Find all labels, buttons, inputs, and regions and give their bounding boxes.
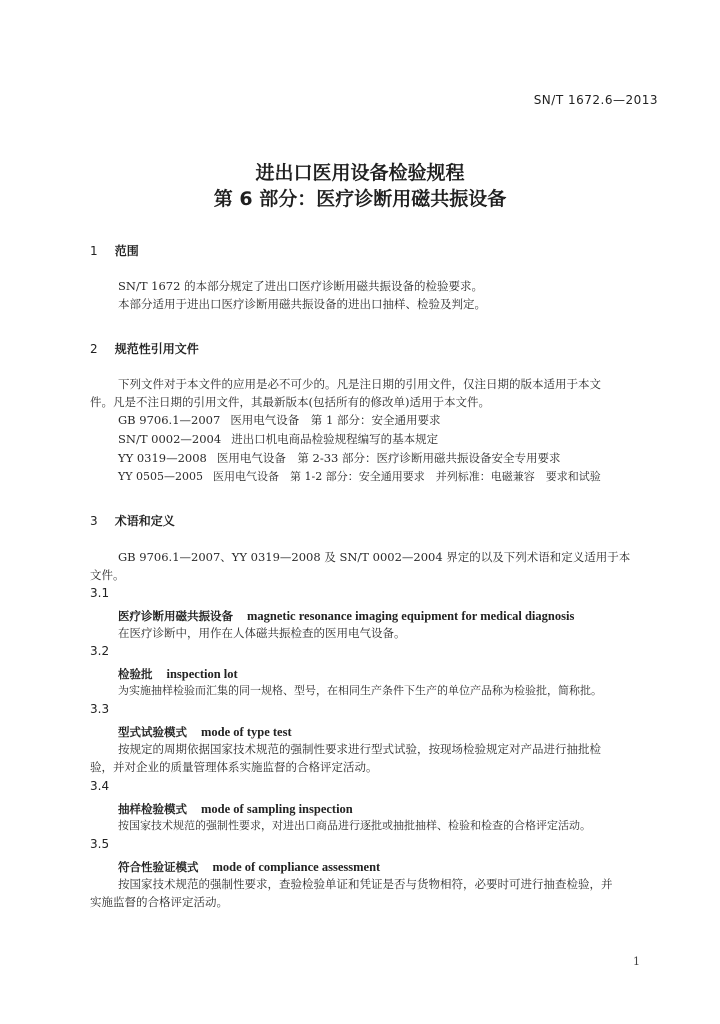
term-heading xyxy=(118,663,238,682)
section-heading-terms xyxy=(90,510,175,529)
reference-item xyxy=(118,449,561,467)
term-heading xyxy=(118,721,292,740)
term-chinese: 型式试验模式 xyxy=(118,725,187,739)
term-definition: 按国家技术规范的强制性要求，对进出口商品进行逐批或抽批抽样、检验和检查的合格评定活动。 xyxy=(118,819,591,832)
term-chinese: 符合性验证模式 xyxy=(118,860,199,874)
reference-code: SN/T 0002—2004 xyxy=(118,432,222,446)
scope-paragraph-2: 本部分适用于进出口医疗诊断用磁共振设备的进出口抽样、检验及判定。 xyxy=(118,297,486,311)
term-english: mode of sampling inspection xyxy=(201,802,353,816)
reference-item xyxy=(118,430,438,448)
reference-title: 进出口机电商品检验规程编写的基本规定 xyxy=(231,432,439,446)
term-heading xyxy=(118,798,353,817)
term-number: 3.1 xyxy=(90,586,110,600)
reference-title: 医用电气设备 第 2-33 部分：医疗诊断用磁共振设备安全专用要求 xyxy=(216,451,561,465)
term-definition: 按规定的周期依据国家技术规范的强制性要求进行型式试验，按现场检验规定对产品进行抽批检 xyxy=(118,742,601,756)
term-heading xyxy=(118,856,380,875)
terms-intro-line1: GB 9706.1—2007、YY 0319—2008 及 SN/T 0002—2004 界定的以及下列术语和定义适用于本 xyxy=(118,550,631,564)
section-heading-refs xyxy=(90,338,199,357)
term-chinese: 医疗诊断用磁共振设备 xyxy=(118,609,233,623)
term-number: 3.3 xyxy=(90,702,110,716)
term-chinese: 检验批 xyxy=(118,667,153,681)
term-number: 3.5 xyxy=(90,837,110,851)
section-number: 3 xyxy=(90,514,98,528)
section-number: 2 xyxy=(90,342,98,356)
term-definition-cont: 验，并对企业的质量管理体系实施监督的合格评定活动。 xyxy=(90,760,378,774)
section-number: 1 xyxy=(90,244,98,258)
reference-item xyxy=(118,468,601,486)
section-title: 规范性引用文件 xyxy=(114,342,199,356)
section-title: 范围 xyxy=(114,244,139,258)
term-english: mode of compliance assessment xyxy=(212,860,381,874)
term-chinese: 抽样检验模式 xyxy=(118,802,187,816)
reference-title: 医用电气设备 第 1-2 部分：安全通用要求 并列标准：电磁兼容 要求和试验 xyxy=(213,470,601,483)
term-definition: 为实施抽样检验而汇集的同一规格、型号，在相同生产条件下生产的单位产品称为检验批，简称批。 xyxy=(118,684,602,697)
reference-item xyxy=(118,411,440,429)
reference-code: YY 0505—2005 xyxy=(118,470,204,483)
term-heading xyxy=(118,605,574,624)
term-definition: 按国家技术规范的强制性要求，查验检验单证和凭证是否与货物相符，必要时可进行抽查检验，并 xyxy=(118,877,613,891)
reference-code: YY 0319—2008 xyxy=(118,451,207,465)
refs-intro-line1: 下列文件对于本文件的应用是必不可少的。凡是注日期的引用文件，仅注日期的版本适用于本文 xyxy=(118,377,601,391)
page-number: 1 xyxy=(633,955,640,968)
section-title: 术语和定义 xyxy=(114,514,175,528)
section-heading-scope xyxy=(90,240,139,259)
term-english: inspection lot xyxy=(166,667,238,681)
terms-intro-line2: 文件。 xyxy=(90,568,125,582)
term-english: mode of type test xyxy=(201,725,292,739)
refs-intro-line2: 件。凡是不注日期的引用文件，其最新版本(包括所有的修改单)适用于本文件。 xyxy=(90,395,490,409)
term-definition: 在医疗诊断中，用作在人体磁共振检查的医用电气设备。 xyxy=(118,626,406,640)
term-number: 3.2 xyxy=(90,644,110,658)
document-title-line1: 进出口医用设备检验规程 xyxy=(255,162,465,184)
term-definition-cont: 实施监督的合格评定活动。 xyxy=(90,895,228,909)
document-title-line2: 第 6 部分：医疗诊断用磁共振设备 xyxy=(213,188,507,210)
scope-paragraph-1: SN/T 1672 的本部分规定了进出口医疗诊断用磁共振设备的检验要求。 xyxy=(118,279,484,293)
reference-title: 医用电气设备 第 1 部分：安全通用要求 xyxy=(230,413,441,427)
standard-code: SN/T 1672.6—2013 xyxy=(533,93,658,107)
term-english: magnetic resonance imaging equipment for medical diagnosis xyxy=(247,609,575,623)
term-number: 3.4 xyxy=(90,779,110,793)
reference-code: GB 9706.1—2007 xyxy=(118,413,221,427)
